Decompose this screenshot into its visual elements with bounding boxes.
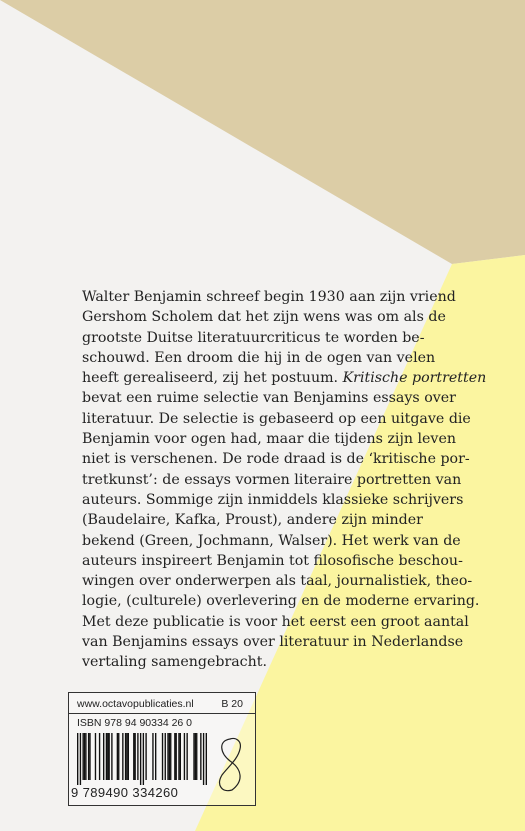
text-line: grootste Duitse literatuurcriticus te worden be- (82, 329, 425, 346)
imprint-box (68, 692, 256, 806)
barcode-bar (162, 733, 163, 780)
price-code: B 20 (221, 698, 243, 710)
barcode-bar (143, 733, 144, 785)
barcode-bar (84, 733, 85, 780)
barcode-bar (206, 733, 207, 785)
barcode-bar (203, 733, 204, 785)
text-line: Met deze publicatie is voor het eerst een groot aantal (82, 613, 469, 630)
text-line: wingen over onderwerpen als taal, journalistiek, theo- (82, 573, 473, 590)
text-line: logie, (culturele) overlevering en de moderne ervaring. (82, 593, 480, 610)
barcode-bar (178, 733, 179, 780)
text-line: schouwd. Een droom die hij in de ogen van velen (82, 349, 436, 366)
barcode-bar (170, 733, 171, 780)
barcode-bar (174, 733, 175, 780)
divider (69, 713, 255, 714)
text-line: tretkunst’: de essays vormen literaire portretten van (82, 471, 462, 488)
barcode-bar (176, 733, 177, 780)
barcode-bar (117, 733, 118, 780)
barcode-bar (125, 733, 126, 780)
barcode-bar (106, 733, 107, 780)
barcode-bar (88, 733, 89, 780)
barcode-bar (140, 733, 141, 785)
barcode-bar (145, 733, 146, 780)
text-line: Benjamin voor ogen had, maar die tijdens zijn leven (82, 431, 456, 448)
barcode-bar (103, 733, 104, 780)
barcode-bar (95, 733, 96, 780)
barcode-bar (118, 733, 119, 780)
barcode-bar (82, 733, 83, 780)
barcode-bar (196, 733, 197, 780)
barcode-bar (85, 733, 86, 780)
barcode-bar (186, 733, 187, 780)
barcode-bar (155, 733, 156, 780)
text-line: auteurs. Sommige zijn inmiddels klassieke schrijvers (82, 491, 464, 508)
barcode-bar (108, 733, 109, 780)
barcode (77, 733, 207, 785)
text-line: van Benjamins essays over literatuur in Nederlandse (82, 634, 464, 651)
barcode-bar (193, 733, 194, 780)
barcode-bar (180, 733, 181, 780)
barcode-bar (184, 733, 185, 780)
isbn-label: ISBN 978 94 90334 26 0 (77, 717, 193, 729)
publisher-url[interactable]: www.octavopublicaties.nl (77, 698, 194, 710)
barcode-bar (169, 733, 170, 780)
barcode-bar (122, 733, 123, 780)
barcode-bar (99, 733, 100, 780)
barcode-bar (89, 733, 90, 780)
octavo-logo-icon (214, 735, 246, 795)
barcode-bar (200, 733, 201, 780)
barcode-bar (134, 733, 135, 780)
barcode-bar (167, 733, 168, 780)
text-line: niet is verschenen. De rode draad is de ‘kritische por- (82, 451, 470, 468)
text-line: Gershom Scholem dat het zijn wens was om als de (82, 309, 446, 326)
barcode-digits: 9 789490 334260 (71, 785, 179, 800)
barcode-bar (111, 733, 112, 780)
back-cover-text (82, 287, 487, 673)
barcode-bar (128, 733, 129, 780)
barcode-bar (195, 733, 196, 780)
text-line: vertaling samengebracht. (82, 654, 267, 671)
barcode-bar (77, 733, 78, 785)
book-title: Kritische portretten (342, 370, 487, 387)
barcode-bar (165, 733, 166, 780)
barcode-bar (137, 733, 138, 780)
barcode-bar (133, 733, 134, 780)
text-line: bekend (Green, Jochmann, Walser). Het werk van de (82, 532, 461, 549)
barcode-bar (107, 733, 108, 780)
text-line: heeft gerealiseerd, zij het postuum. Kritische portretten (82, 370, 487, 387)
barcode-bar (126, 733, 127, 780)
text-line: auteurs inspireert Benjamin tot filosofische beschou- (82, 552, 463, 569)
text-line: bevat een ruime selectie van Benjamins essays over (82, 390, 456, 407)
barcode-bar (152, 733, 153, 780)
text-line: literatuur. De selectie is gebaseerd op een uitgave die (82, 410, 471, 427)
text-line: Walter Benjamin schreef begin 1930 aan zijn vriend (82, 289, 456, 305)
barcode-bar (80, 733, 81, 785)
text-line: (Baudelaire, Kafka, Proust), andere zijn minder (82, 512, 423, 529)
